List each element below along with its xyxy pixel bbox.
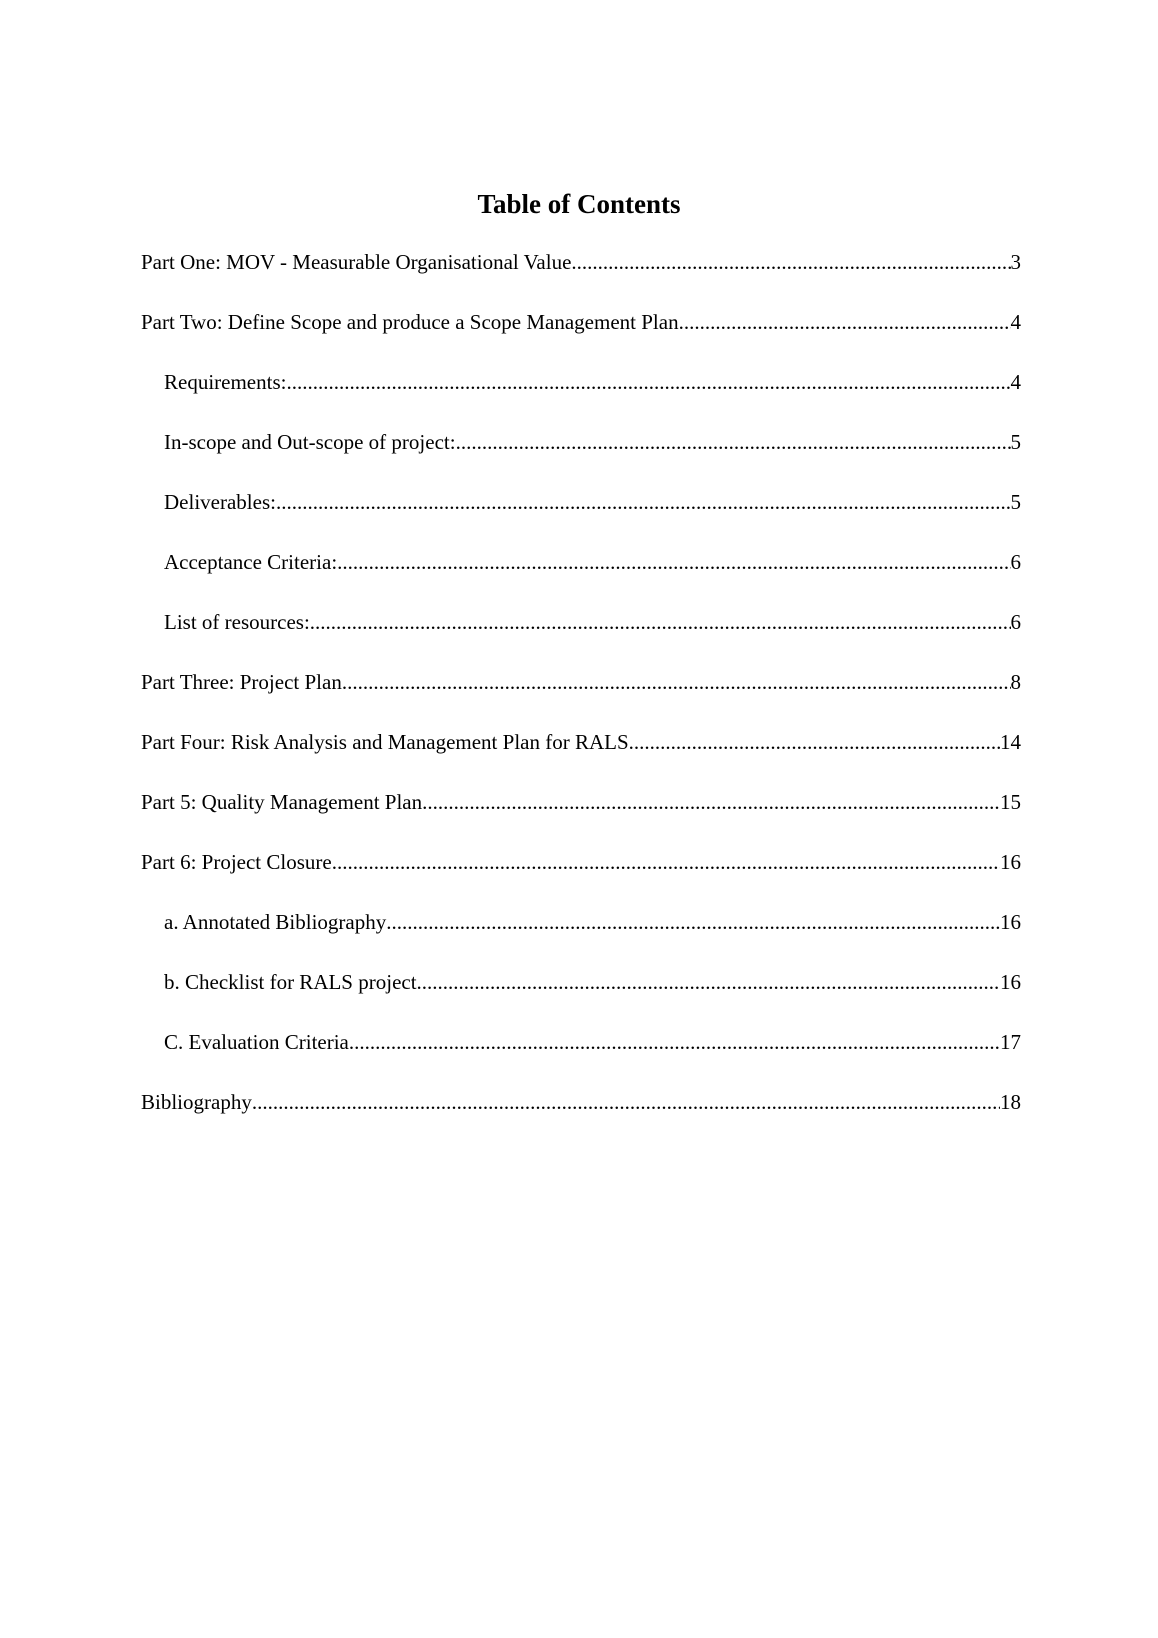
toc-entry-page: 16 (1000, 850, 1021, 874)
toc-list (141, 248, 1021, 1148)
toc-entry[interactable] (141, 668, 1021, 728)
toc-entry-label: Acceptance Criteria: (164, 550, 338, 574)
toc-dot-leader (286, 368, 1010, 396)
toc-title: Table of Contents (477, 189, 681, 219)
toc-dot-leader (337, 548, 1010, 576)
toc-dot-leader (349, 1028, 1000, 1056)
toc-entry[interactable] (141, 248, 1021, 308)
toc-entry-label: Requirements: (164, 370, 287, 394)
toc-dot-leader (417, 968, 1000, 996)
toc-entry-label: Part One: MOV - Measurable Organisational Value (141, 250, 572, 274)
toc-entry-label: Bibliography (141, 1090, 252, 1114)
toc-entry-label: Part 6: Project Closure (141, 850, 332, 874)
toc-dot-leader (422, 788, 1000, 816)
toc-dot-leader (679, 308, 1011, 336)
toc-entry[interactable] (141, 1088, 1021, 1148)
toc-entry-page: 6 (1010, 550, 1021, 574)
toc-dot-leader (332, 848, 1000, 876)
toc-entry-page: 14 (1000, 730, 1021, 754)
toc-entry[interactable] (141, 1028, 1021, 1088)
toc-entry[interactable] (141, 488, 1021, 548)
toc-entry-label: C. Evaluation Criteria (164, 1030, 349, 1054)
toc-entry[interactable] (141, 308, 1021, 368)
toc-entry-page: 3 (1010, 250, 1021, 274)
toc-entry-label: Part Three: Project Plan (141, 670, 342, 694)
toc-entry[interactable] (141, 608, 1021, 668)
toc-entry-page: 4 (1010, 370, 1021, 394)
toc-entry-label: a. Annotated Bibliography (164, 910, 387, 934)
toc-entry-label: Deliverables: (164, 490, 276, 514)
toc-entry-label: In-scope and Out-scope of project: (164, 430, 456, 454)
toc-entry-page: 15 (1000, 790, 1021, 814)
toc-entry[interactable] (141, 848, 1021, 908)
toc-entry-page: 17 (1000, 1030, 1021, 1054)
toc-entry-page: 5 (1010, 430, 1021, 454)
toc-entry[interactable] (141, 368, 1021, 428)
toc-entry[interactable] (141, 968, 1021, 1028)
toc-entry-page: 8 (1010, 670, 1021, 694)
toc-entry[interactable] (141, 548, 1021, 608)
toc-dot-leader (342, 668, 1011, 696)
toc-dot-leader (571, 248, 1010, 276)
toc-entry[interactable] (141, 728, 1021, 788)
toc-entry-label: b. Checklist for RALS project (164, 970, 417, 994)
toc-entry-label: Part Two: Define Scope and produce a Scope Management Plan (141, 310, 679, 334)
toc-dot-leader (386, 908, 1000, 936)
toc-dot-leader (456, 428, 1011, 456)
toc-entry-page: 4 (1010, 310, 1021, 334)
toc-entry-page: 5 (1010, 490, 1021, 514)
toc-dot-leader (276, 488, 1011, 516)
toc-entry-label: Part Four: Risk Analysis and Management Plan for RALS (141, 730, 629, 754)
toc-entry-label: Part 5: Quality Management Plan (141, 790, 423, 814)
toc-entry-label: List of resources: (164, 610, 310, 634)
toc-dot-leader (629, 728, 1000, 756)
toc-entry-page: 18 (1000, 1090, 1021, 1114)
toc-entry-page: 16 (1000, 910, 1021, 934)
toc-dot-leader (310, 608, 1011, 636)
toc-entry-page: 6 (1010, 610, 1021, 634)
toc-entry[interactable] (141, 428, 1021, 488)
toc-entry[interactable] (141, 908, 1021, 968)
toc-entry-page: 16 (1000, 970, 1021, 994)
toc-dot-leader (252, 1088, 1000, 1116)
toc-entry[interactable] (141, 788, 1021, 848)
